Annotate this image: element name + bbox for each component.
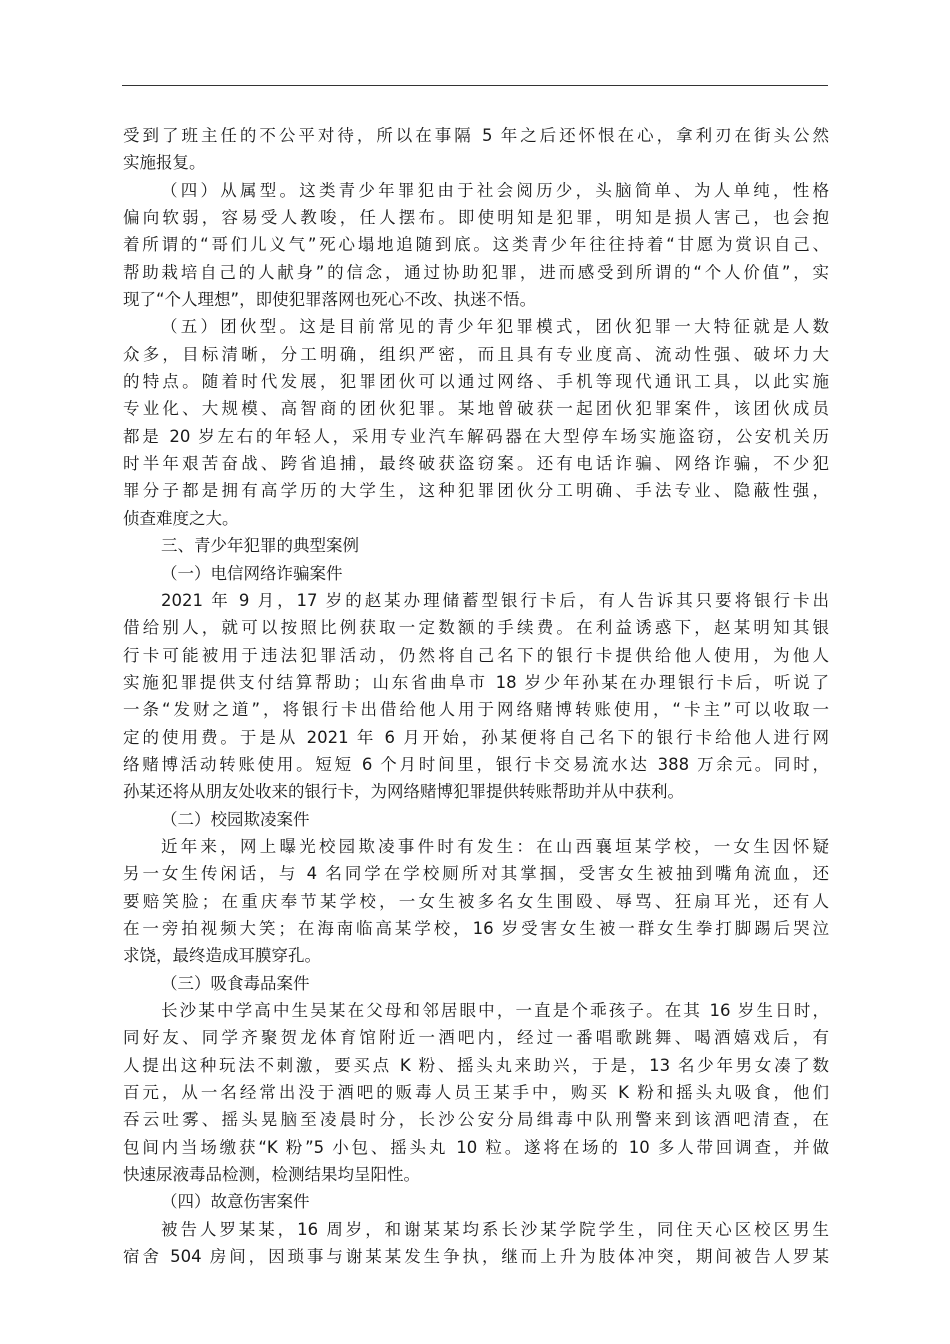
text-line: 孙某还将从朋友处收来的银行卡，为网络赌博犯罪提供转账帮助并从中获利。 xyxy=(123,782,684,802)
text-line: 要赔笑脸；在重庆奉节某学校，一女生被多名女生围殴、辱骂、狂扇耳光，还有人 xyxy=(123,891,829,911)
text-line: 另一女生传闲话，与 4 名同学在学校厕所对其掌掴，受害女生被抽到嘴角流血，还 xyxy=(123,864,829,884)
text-line: 现了“个人理想”，即使犯罪落网也死心不改、执迷不悟。 xyxy=(123,290,537,310)
document-body xyxy=(123,122,829,1270)
text-line: 都是 20 岁左右的年轻人，采用专业汽车解码器在大型停车场实施盗窃，公安机关历 xyxy=(123,426,829,446)
text-line: （三）吸食毒品案件 xyxy=(161,973,310,993)
text-line: 侦查难度之大。 xyxy=(123,508,239,528)
text-line: 实施犯罪提供支付结算帮助；山东省曲阜市 18 岁少年孙某在办理银行卡后，听说了 xyxy=(123,672,829,692)
text-line: 同好友、同学齐聚贺龙体育馆附近一酒吧内，经过一番唱歌跳舞、喝酒嬉戏后，有 xyxy=(123,1028,829,1048)
text-line: 定的使用费。于是从 2021 年 6 月开始，孙某便将自己名下的银行卡给他人进行网 xyxy=(123,727,829,747)
text-line: 在一旁拍视频大笑；在海南临高某学校，16 岁受害女生被一群女生拳打脚踢后哭泣 xyxy=(123,918,829,938)
header-rule xyxy=(122,85,828,86)
text-line: 借给别人，就可以按照比例获取一定数额的手续费。在利益诱惑下，赵某明知其银 xyxy=(123,618,829,638)
text-line: 络赌博活动转账使用。短短 6 个月时间里，银行卡交易流水达 388 万余元。同时， xyxy=(123,754,829,774)
text-line: 时半年艰苦奋战、跨省追捕，最终破获盗窃案。还有电话诈骗、网络诈骗，不少犯 xyxy=(123,454,829,474)
text-line: 的特点。随着时代发展，犯罪团伙可以通过网络、手机等现代通讯工具，以此实施 xyxy=(123,372,829,392)
text-line: 近年来，网上曝光校园欺凌事件时有发生：在山西襄垣某学校，一女生因怀疑 xyxy=(161,836,829,856)
text-line: 长沙某中学高中生吴某在父母和邻居眼中，一直是个乖孩子。在其 16 岁生日时， xyxy=(161,1001,829,1020)
text-line: （四）从属型。这类青少年罪犯由于社会阅历少，头脑简单、为人单纯，性格 xyxy=(161,180,829,200)
text-line: 偏向软弱，容易受人教唆，任人摆布。即使明知是犯罪，明知是损人害己，也会抱 xyxy=(123,208,829,228)
text-line: 吞云吐雾、摇头晃脑至凌晨时分，长沙公安分局缉毒中队刑警来到该酒吧清查，在 xyxy=(123,1110,829,1130)
text-line: 专业化、大规模、高智商的团伙犯罪。某地曾破获一起团伙犯罪案件，该团伙成员 xyxy=(123,399,829,419)
text-line: 帮助栽培自己的人献身”的信念，通过协助犯罪，进而感受到所谓的“个人价值”，实 xyxy=(123,262,829,282)
text-line: 一条“发财之道”，将银行卡出借给他人用于网络赌博转账使用，“卡主”可以收取一 xyxy=(123,700,829,720)
text-line: 包间内当场缴获“K 粉”5 小包、摇头丸 10 粒。遂将在场的 10 多人带回调查，并做 xyxy=(123,1137,829,1157)
text-line: 受到了班主任的不公平对待，所以在事隔 5 年之后还怀恨在心，拿利刃在街头公然 xyxy=(123,126,829,145)
text-line: 宿舍 504 房间，因琐事与谢某某发生争执，继而上升为肢体冲突，期间被告人罗某 xyxy=(123,1247,829,1267)
text-line: 行卡可能被用于违法犯罪活动，仍然将自己名下的银行卡提供给他人使用，为他人 xyxy=(123,645,829,665)
text-line: （五）团伙型。这是目前常见的青少年犯罪模式，团伙犯罪一大特征就是人数 xyxy=(161,317,829,337)
text-line: 人提出这种玩法不刺激，要买点 K 粉、摇头丸来助兴，于是，13 名少年男女凑了数 xyxy=(123,1055,829,1075)
text-line: 罪分子都是拥有高学历的大学生，这种犯罪团伙分工明确、手法专业、隐蔽性强， xyxy=(123,481,829,501)
text-line: 三、青少年犯罪的典型案例 xyxy=(161,536,359,556)
text-line: 2021 年 9 月，17 岁的赵某办理储蓄型银行卡后，有人告诉其只要将银行卡出 xyxy=(161,590,829,610)
text-line: 求饶，最终造成耳膜穿孔。 xyxy=(123,946,321,966)
text-line: 实施报复。 xyxy=(123,153,206,173)
text-line: 百元，从一名经常出没于酒吧的贩毒人员王某手中，购买 K 粉和摇头丸吸食，他们 xyxy=(123,1083,829,1103)
text-line: （二）校园欺凌案件 xyxy=(161,809,310,829)
text-line: 被告人罗某某，16 周岁，和谢某某均系长沙某学院学生，同住天心区校区男生 xyxy=(161,1219,829,1239)
text-line: （四）故意伤害案件 xyxy=(161,1192,310,1212)
text-line: （一）电信网络诈骗案件 xyxy=(161,563,343,583)
text-line: 众多，目标清晰，分工明确，组织严密，而且具有专业度高、流动性强、破坏力大 xyxy=(123,344,829,364)
text-line: 着所谓的“哥们儿义气”死心塌地追随到底。这类青少年往往持着“甘愿为赏识自己、 xyxy=(123,235,829,255)
text-line: 快速尿液毒品检测，检测结果均呈阳性。 xyxy=(123,1165,420,1185)
